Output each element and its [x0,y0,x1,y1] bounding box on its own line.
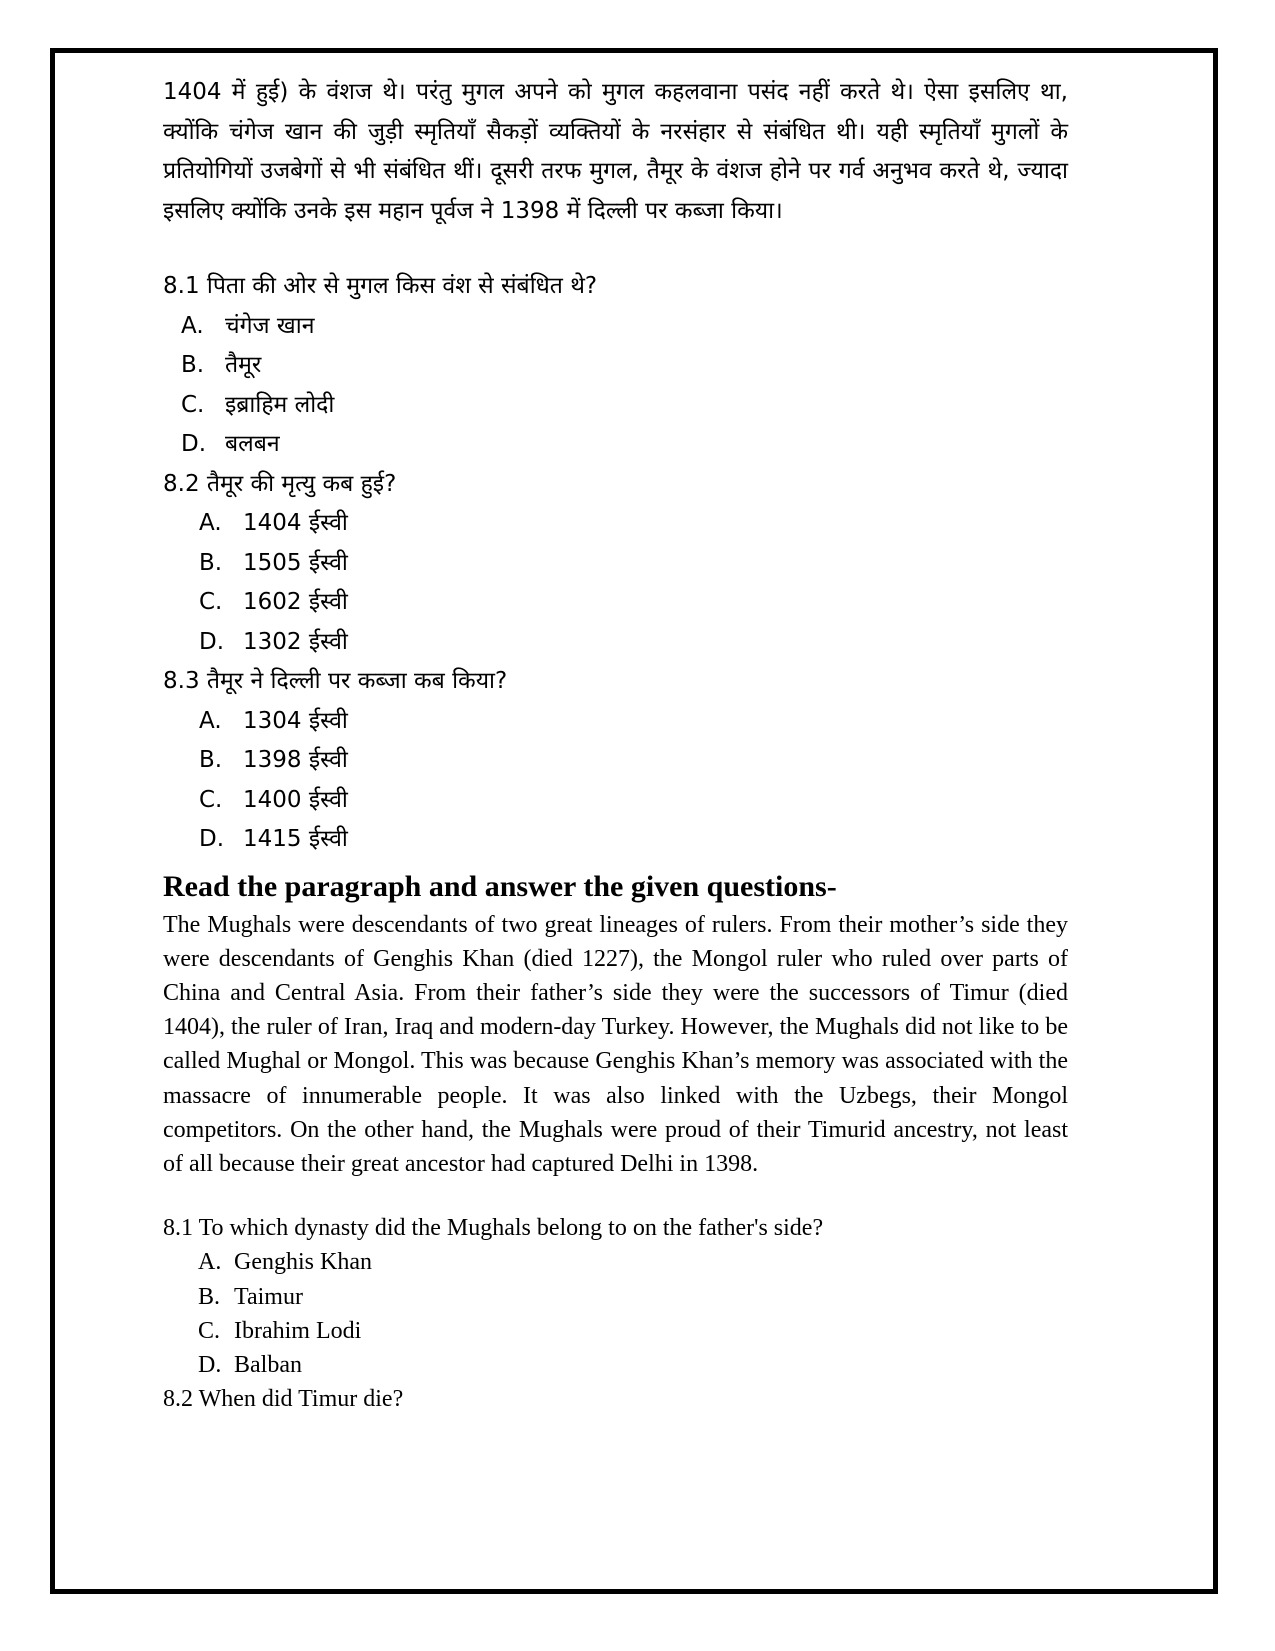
option-letter: C. [199,589,223,615]
page-content [163,73,1068,1416]
option-text: Ibrahim Lodi [234,1317,362,1344]
option-text: 1400 ईस्वी [243,786,348,813]
option-text: 1505 ईस्वी [243,549,348,576]
english-paragraph: The Mughals were descendants of two great lineages of rulers. From their mother’s side they were descendants of Genghis Khan (died 1227), the Mongol ruler who ruled over parts of China and Central Asia. From their father’s side they were the successors of Timur (died 1404), the ruler of Iran, Iraq and modern-day Turkey. However, the Mughals did not like to be called Mughal or Mongol. This was because Genghis Khan’s memory was associated with the massacre of innumerable people. It was also linked with the Uzbegs, their Mongol competitors. On the other hand, the Mughals were proud of their Timurid ancestry, not least of all because their great ancestor had captured Delhi in 1398. [163,911,1068,1177]
option-text: इब्राहिम लोदी [225,391,335,418]
option-letter: C. [199,786,223,813]
option-letter: A. [199,510,222,536]
option-text: 1404 ईस्वी [243,510,348,536]
page-border [50,48,1218,1594]
hindi-q2-option-a[interactable] [163,504,1068,544]
option-letter: A. [181,312,204,339]
option-letter: C. [198,1317,221,1344]
english-question-8-1: 8.1 To which dynasty did the Mughals belong to on the father's side? [163,1215,824,1242]
option-letter: D. [181,431,207,457]
option-text: तैमूर [225,352,262,378]
option-letter: D. [199,826,225,852]
option-letter: D. [199,628,225,655]
option-text: 1398 ईस्वी [243,747,348,773]
option-letter: B. [181,352,205,378]
option-text: Balban [234,1351,302,1378]
hindi-q3-option-d[interactable] [163,820,1068,860]
option-text: 1304 ईस्वी [243,707,348,734]
option-text: Taimur [234,1283,303,1310]
option-letter: A. [199,707,222,734]
hindi-question-8-3: 8.3 तैमूर ने दिल्ली पर कब्जा कब किया? [163,668,508,694]
english-q1-option-d[interactable] [163,1348,1068,1382]
option-text: Genghis Khan [234,1249,372,1276]
english-q1-option-b[interactable] [163,1280,1068,1314]
option-letter: D. [198,1351,222,1378]
option-letter: C. [181,391,205,418]
option-letter: A. [198,1249,222,1276]
hindi-q1-option-b[interactable] [163,346,1068,386]
hindi-q1-option-c[interactable] [163,386,1068,426]
hindi-q1-option-a[interactable] [163,307,1068,347]
english-question-8-2: 8.2 When did Timur die? [163,1386,404,1413]
hindi-q2-option-b[interactable] [163,544,1068,584]
hindi-q2-option-d[interactable] [163,623,1068,663]
hindi-q3-option-b[interactable] [163,741,1068,781]
option-text: 1602 ईस्वी [243,589,348,615]
option-text: 1415 ईस्वी [243,826,348,852]
option-text: 1302 ईस्वी [243,628,348,655]
option-letter: B. [198,1283,221,1310]
hindi-q2-option-c[interactable] [163,583,1068,623]
section-heading: Read the paragraph and answer the given questions- [163,869,837,903]
hindi-question-8-2: 8.2 तैमूर की मृत्यु कब हुई? [163,470,397,497]
hindi-q3-option-c[interactable] [163,781,1068,821]
option-text: बलबन [225,431,280,457]
hindi-paragraph: 1404 में हुई) के वंशज थे। परंतु मुगल अपने को मुगल कहलवाना पसंद नहीं करते थे। ऐसा इसलिए था, क्योंकि चंगेज खान की जुड़ी स्मृतियाँ सैकड़ों व्यक्तियों के नरसंहार से संबंधित थी। यही स्मृतियाँ मुगलों के प्रतियोगियों उजबेगों से भी संबंधित थीं। दूसरी तरफ मुगल, तैमूर के वंशज होने पर गर्व अनुभव करते थे, ज्यादा इसलिए क्योंकि उनके इस महान पूर्वज ने 1398 में दिल्ली पर कब्जा किया। [163,79,1068,224]
hindi-q1-option-d[interactable] [163,425,1068,465]
english-q1-option-c[interactable] [163,1314,1068,1348]
hindi-q3-option-a[interactable] [163,702,1068,742]
option-letter: B. [199,747,223,773]
option-text: चंगेज खान [225,312,315,339]
english-q1-option-a[interactable] [163,1245,1068,1279]
option-letter: B. [199,549,223,576]
hindi-question-8-1: 8.1 पिता की ओर से मुगल किस वंश से संबंधित थे? [163,273,598,299]
